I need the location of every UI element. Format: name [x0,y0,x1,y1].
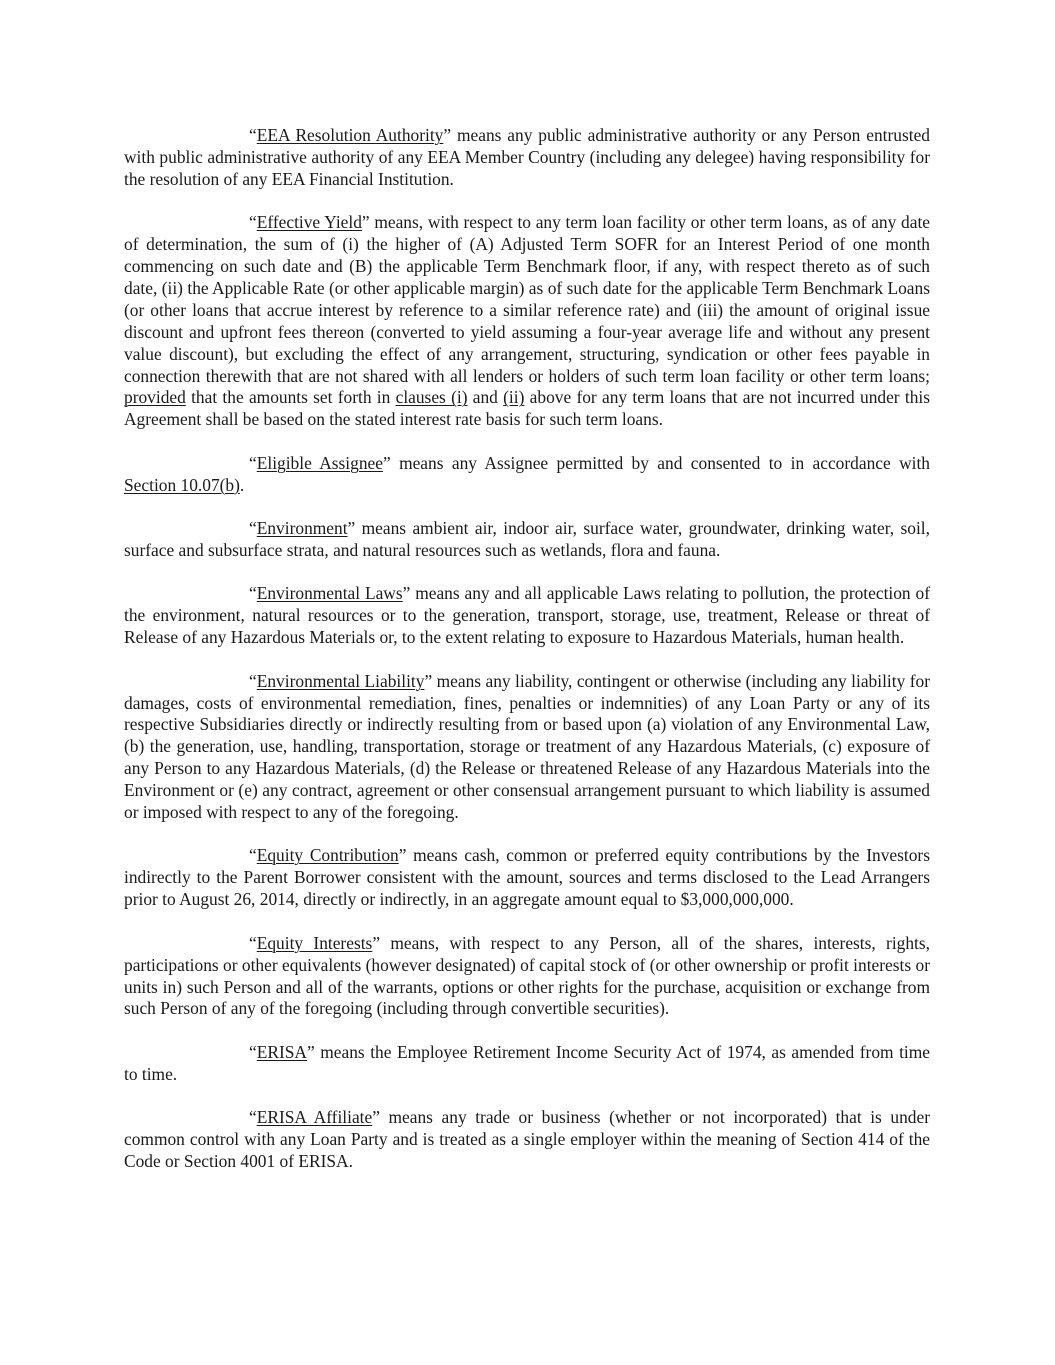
defined-term: Equity Contribution [256,845,399,866]
clause-reference: clauses (i) [395,387,468,408]
definition-equity-contribution: “Equity Contribution” means cash, common or preferred equity contributions by the Investors indirectly to the Parent Borrower consistent with the amount, sources and terms disclosed to the Lead Arrangers prior to August 26, 2014, directly or indirectly, in an aggregate amount equal to $3,000,000,000. [124,845,930,910]
defined-term: ERISA [256,1041,307,1062]
definition-eligible-assignee: “Eligible Assignee” means any Assignee permitted by and consented to in accordance with Section 10.07(b). [124,452,930,495]
definition-environmental-laws: “Environmental Laws” means any and all applicable Laws relating to pollution, the protection of the environment, natural resources or to the generation, transport, storage, use, treatment, Release or threat of Release of any Hazardous Materials or, to the extent relating to exposure to Hazardous Materials, human health. [124,583,930,648]
definition-environmental-liability: “Environmental Liability” means any liability, contingent or otherwise (including any liability for damages, costs of environmental remediation, fines, penalties or indemnities) of any Loan Party or any of its respective Subsidiaries directly or indirectly resulting from or based upon (a) violation of any Environmental Law, (b) the generation, use, handling, transportation, storage or treatment of any Hazardous Materials, (c) exposure of any Person to any Hazardous Materials, (d) the Release or threatened Release of any Hazardous Materials into the Environment or (e) any contract, agreement or other consensual arrangement pursuant to which liability is assumed or imposed with respect to any of the foregoing. [124,670,930,823]
document-page [124,125,930,1194]
definition-eea-resolution-authority: “EEA Resolution Authority” means any public administrative authority or any Person entrusted with public administrative authority of any EEA Member Country (including any delegee) having responsibility for the resolution of any EEA Financial Institution. [124,125,930,189]
section-reference: Section 10.07(b) [124,474,240,495]
definition-equity-interests: “Equity Interests” means, with respect to any Person, all of the shares, interests, rights, participations or other equivalents (however designated) of capital stock of (or other ownership or profit interests or units in) such Person and all of the warrants, options or other rights for the purchase, acquisition or exchange from such Person of any of the foregoing (including through convertible securities). [124,932,930,1019]
clause-reference: (ii) [503,387,525,408]
defined-term: Equity Interests [256,932,373,953]
definition-erisa-affiliate: “ERISA Affiliate” means any trade or business (whether or not incorporated) that is under common control with any Loan Party and is treated as a single employer within the meaning of Section 414 of the Code or Section 4001 of ERISA. [124,1107,930,1171]
definition-environment: “Environment” means ambient air, indoor air, surface water, groundwater, drinking water, soil, surface and subsurface strata, and natural resources such as wetlands, flora and fauna. [124,518,930,560]
defined-term: Environmental Laws [256,583,403,604]
defined-term: Environmental Liability [256,670,425,691]
defined-term: EEA Resolution Authority [256,125,444,145]
definition-erisa: “ERISA” means the Employee Retirement Income Security Act of 1974, as amended from time to time. [124,1041,930,1084]
definition-effective-yield: “Effective Yield” means, with respect to any term loan facility or other term loans, as of any date of determination, the sum of (i) the higher of (A) Adjusted Term SOFR for an Interest Period of one month commencing on such date and (B) the applicable Term Benchmark floor, if any, with respect thereto as of such date, (ii) the Applicable Rate (or other applicable margin) as of such date for the applicable Term Benchmark Loans (or other loans that accrue interest by reference to a similar reference rate) and (iii) the amount of original issue discount and upfront fees thereon (converted to yield assuming a four-year average life and without any present value discount), but excluding the effect of any arrangement, structuring, syndication or other fees payable in connection therewith that are not shared with all lenders or holders of such term loan facility or other term loans; provided that the amounts set forth in clauses (i) and (ii) above for any term loans that are not incurred under this Agreement shall be based on the stated interest rate basis for such term loans. [124,212,930,430]
defined-term: Effective Yield [256,212,362,233]
defined-term: Environment [256,518,348,539]
defined-term: Eligible Assignee [256,452,383,473]
proviso-term: provided [124,387,186,408]
defined-term: ERISA Affiliate [256,1107,373,1128]
